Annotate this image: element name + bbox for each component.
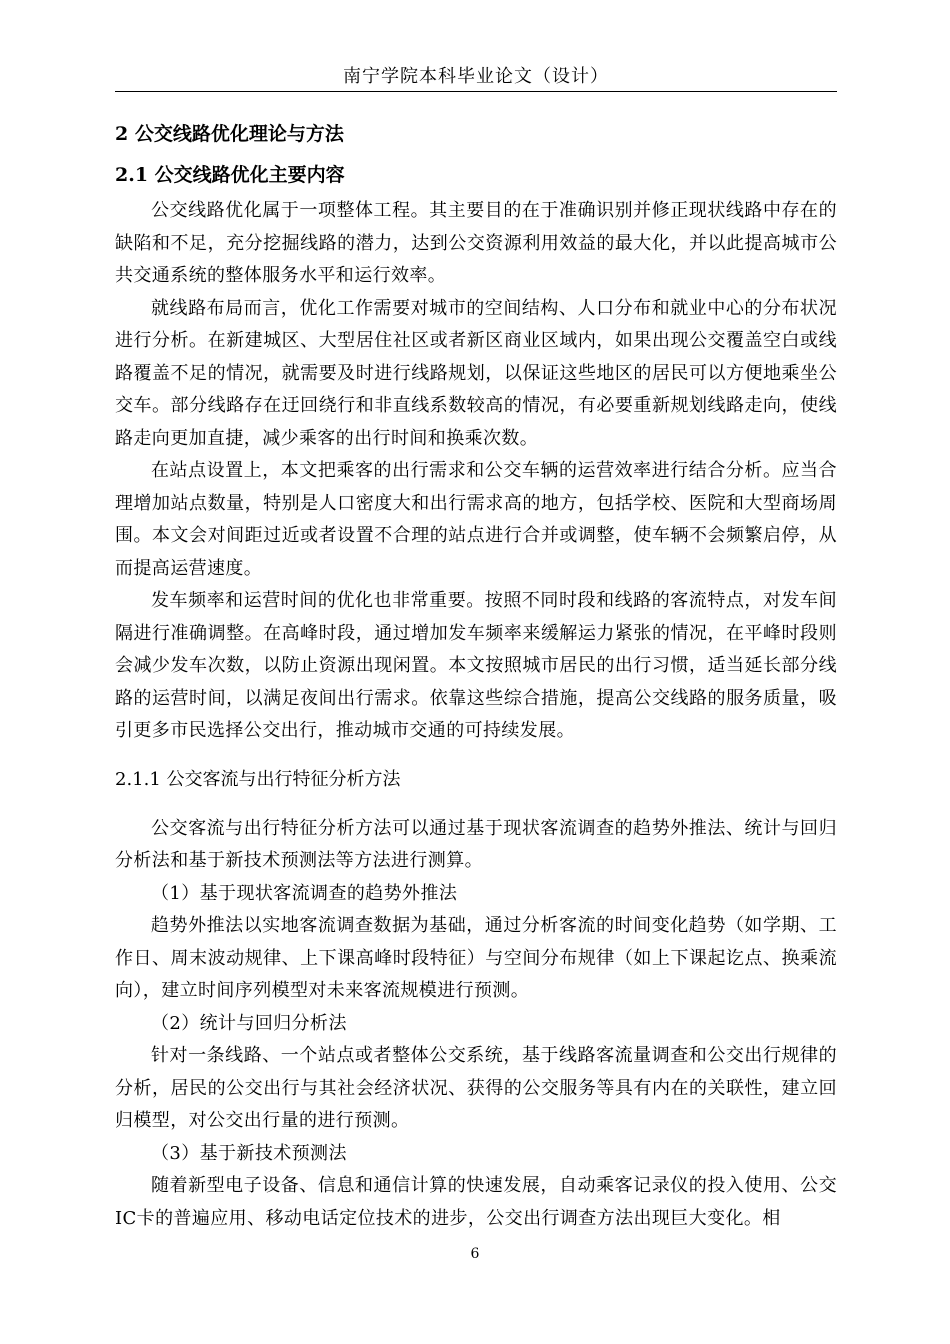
chapter-heading: 2 公交线路优化理论与方法	[115, 123, 344, 145]
method-label: （2）统计与回归分析法	[151, 1012, 347, 1034]
page-number: 6	[470, 1246, 480, 1262]
method-label: （3）基于新技术预测法	[151, 1142, 347, 1164]
paragraph: 公交线路优化属于一项整体工程。其主要目的在于准确识别并修正现状线路中存在的缺陷和不足，充分挖掘线路的潜力，达到公交资源利用效益的最大化，并以此提高城市公共交通系统的整体服务水平和运行效率。	[115, 200, 837, 286]
paragraph: 公交客流与出行特征分析方法可以通过基于现状客流调查的趋势外推法、统计与回归分析法和基于新技术预测法等方法进行测算。	[115, 817, 837, 871]
paragraph: 发车频率和运营时间的优化也非常重要。按照不同时段和线路的客流特点，对发车间隔进行准确调整。在高峰时段，通过增加发车频率来缓解运力紧张的情况，在平峰时段则会减少发车次数，以防止资源出现闲置。本文按照城市居民的出行习惯，适当延长部分线路的运营时间，以满足夜间出行需求。依靠这些综合措施，提高公交线路的服务质量，吸引更多市民选择公交出行，推动城市交通的可持续发展。	[115, 590, 837, 741]
method-label: （1）基于现状客流调查的趋势外推法	[151, 882, 458, 904]
paragraph: 趋势外推法以实地客流调查数据为基础，通过分析客流的时间变化趋势（如学期、工作日、周末波动规律、上下课高峰时段特征）与空间分布规律（如上下课起讫点、换乘流向），建立时间序列模型对未来客流规模进行预测。	[115, 915, 837, 1001]
header-divider	[115, 91, 837, 92]
page-body	[115, 110, 837, 1235]
subsection-heading: 2.1.1 公交客流与出行特征分析方法	[115, 768, 401, 790]
paragraph: 就线路布局而言，优化工作需要对城市的空间结构、人口分布和就业中心的分布状况进行分析。在新建城区、大型居住社区或者新区商业区域内，如果出现公交覆盖空白或线路覆盖不足的情况，就需要及时进行线路规划，以保证这些地区的居民可以方便地乘坐公交车。部分线路存在迂回绕行和非直线系数较高的情况，有必要重新规划线路走向，使线路走向更加直捷，减少乘客的出行时间和换乘次数。	[115, 297, 837, 449]
paragraph: 针对一条线路、一个站点或者整体公交系统，基于线路客流量调查和公交出行规律的分析，居民的公交出行与其社会经济状况、获得的公交服务等具有内在的关联性，建立回归模型，对公交出行量的进行预测。	[115, 1045, 837, 1131]
paragraph: 在站点设置上，本文把乘客的出行需求和公交车辆的运营效率进行结合分析。应当合理增加站点数量，特别是人口密度大和出行需求高的地方，包括学校、医院和大型商场周围。本文会对间距过近或者设置不合理的站点进行合并或调整，使车辆不会频繁启停，从而提高运营速度。	[115, 460, 837, 579]
section-heading: 2.1 公交线路优化主要内容	[115, 164, 345, 186]
page-header: 南宁学院本科毕业论文（设计）	[343, 66, 609, 87]
paragraph: 随着新型电子设备、信息和通信计算的快速发展，自动乘客记录仪的投入使用、公交IC卡的普遍应用、移动电话定位技术的进步，公交出行调查方法出现巨大变化。相	[115, 1175, 837, 1229]
